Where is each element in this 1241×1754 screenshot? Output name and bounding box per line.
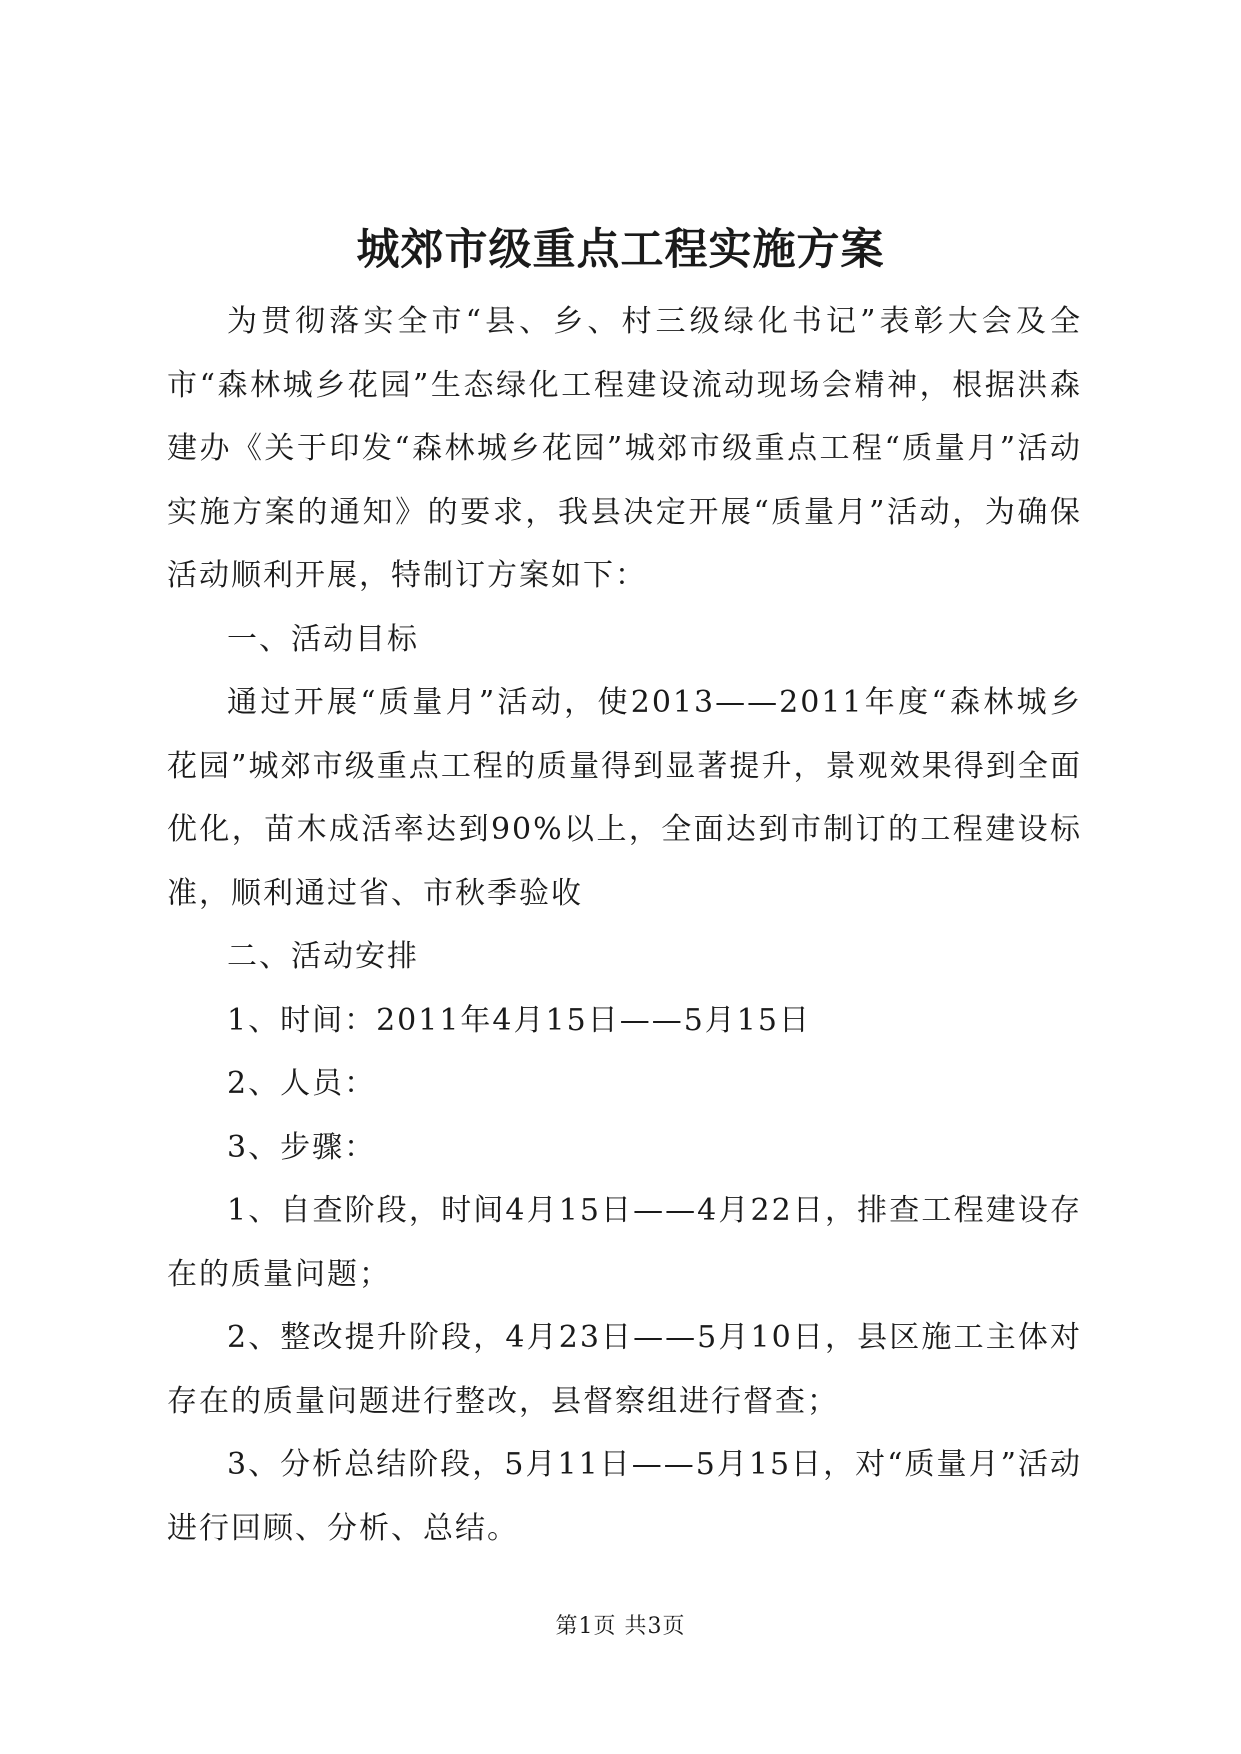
heading-activity-goal: 一、活动目标	[227, 621, 419, 657]
document-body	[167, 290, 1082, 1560]
paragraph-intro: 为贯彻落实全市“县、乡、村三级绿化书记”表彰大会及全市“森林城乡花园”生态绿化工程建设流动现场会精神，根据洪森建办《关于印发“森林城乡花园”城郊市级重点工程“质量月”活动实施方案的通知》的要求，我县决定开展“质量月”活动，为确保活动顺利开展，特制订方案如下：	[167, 304, 1082, 593]
paragraph-step-rectification: 2、整改提升阶段，4月23日——5月10日，县区施工主体对存在的质量问题进行整改，县督察组进行督查；	[167, 1320, 1082, 1419]
paragraph-goal: 通过开展“质量月”活动，使2013——2011年度“森林城乡花园”城郊市级重点工程的质量得到显著提升，景观效果得到全面优化，苗木成活率达到90%以上，全面达到市制订的工程建设标准，顺利通过省、市秋季验收	[167, 685, 1082, 911]
paragraph-time: 1、时间：2011年4月15日——5月15日	[227, 1002, 811, 1038]
page-number-footer: 第1页 共3页	[555, 1614, 686, 1639]
paragraph-personnel: 2、人员：	[227, 1066, 377, 1101]
document-title: 城郊市级重点工程实施方案	[356, 225, 885, 275]
paragraph-step-summary: 3、分析总结阶段，5月11日——5月15日，对“质量月”活动进行回顾、分析、总结。	[167, 1447, 1082, 1546]
paragraph-steps: 3、步骤：	[227, 1129, 377, 1165]
heading-activity-arrangement: 二、活动安排	[227, 939, 419, 974]
paragraph-step-self-check: 1、自查阶段，时间4月15日——4月22日，排查工程建设存在的质量问题；	[167, 1193, 1082, 1292]
